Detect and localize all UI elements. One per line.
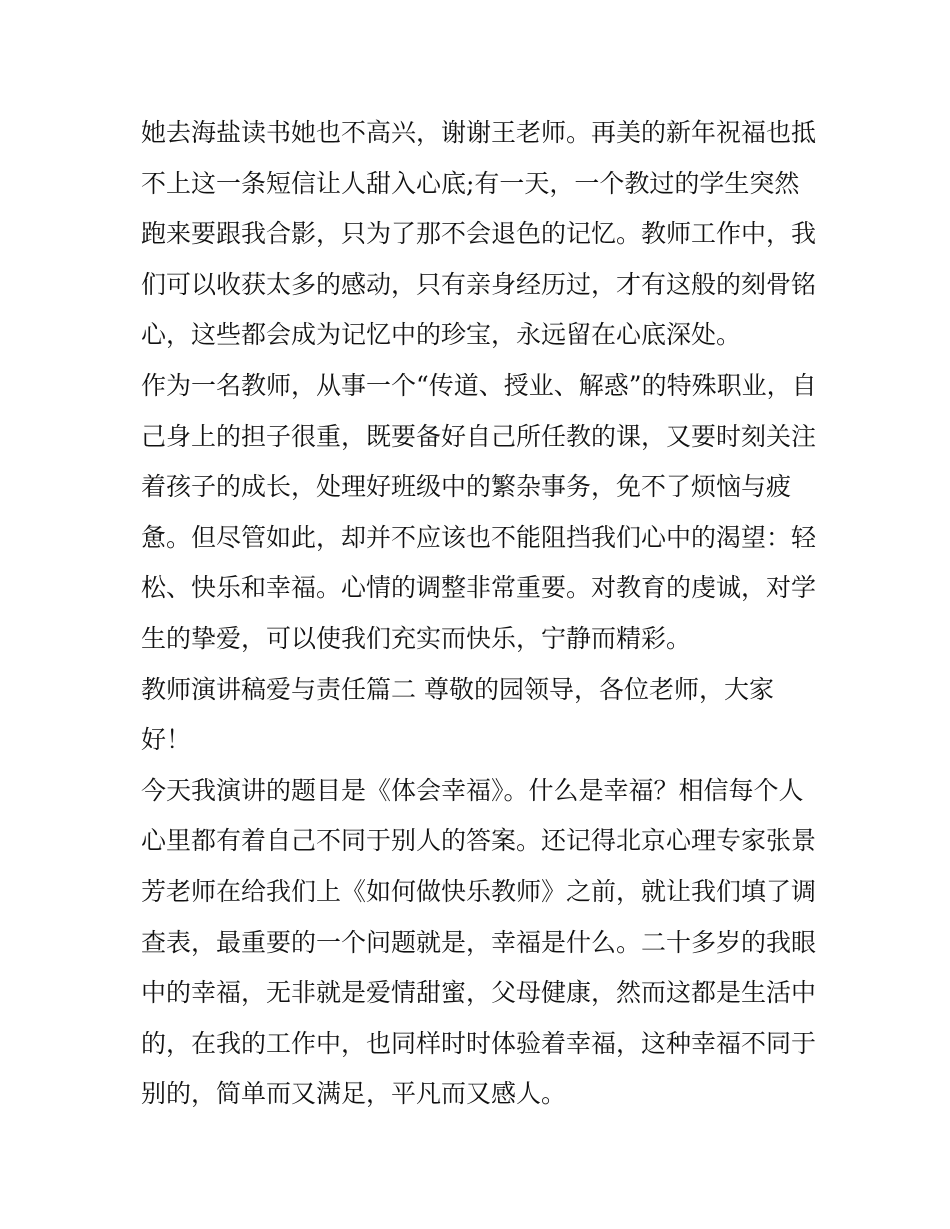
text-line: 不上这一条短信让人甜入心底;有一天，一个教过的学生突然 xyxy=(141,168,800,198)
text-line: 生的挚爱，可以使我们充实而快乐，宁静而精彩。 xyxy=(141,623,692,653)
section-heading-line: 教师演讲稿爱与责任篇二 尊敬的园领导，各位老师，大家 xyxy=(141,674,774,704)
text-line: 她去海盐读书她也不高兴，谢谢王老师。再美的新年祝福也抵 xyxy=(141,118,817,147)
text-line: 别的，简单而又满足，平凡而又感人。 xyxy=(141,1079,567,1109)
text-line: 心，这些都会成为记忆中的珍宝，永远留在心底深处。 xyxy=(141,320,742,350)
text-line: 跑来要跟我合影，只为了那不会退色的记忆。教师工作中，我 xyxy=(141,219,817,249)
text-line: 们可以收获太多的感动，只有亲身经历过，才有这般的刻骨铭 xyxy=(141,269,817,299)
text-line: 今天我演讲的题目是《体会幸福》。什么是幸福？相信每个人 xyxy=(141,775,804,805)
text-line: 的，在我的工作中，也同样时时体验着幸福，这种幸福不同于 xyxy=(141,1028,817,1058)
text-line: 好！ xyxy=(141,725,192,755)
text-line: 中的幸福，无非就是爱情甜蜜，父母健康，然而这都是生活中 xyxy=(141,978,817,1008)
text-line: 查表，最重要的一个问题就是，幸福是什么。二十多岁的我眼 xyxy=(141,927,817,957)
text-line: 心里都有着自己不同于别人的答案。还记得北京心理专家张景 xyxy=(141,826,817,856)
text-line: 作为一名教师，从事一个“传道、授业、解惑”的特殊职业，自 xyxy=(141,370,817,400)
body-text xyxy=(141,108,821,1120)
text-line: 着孩子的成长，处理好班级中的繁杂事务，免不了烦恼与疲 xyxy=(141,472,792,502)
text-line: 己身上的担子很重，既要备好自己所任教的课，又要时刻关注 xyxy=(141,421,817,451)
text-line: 惫。但尽管如此，却并不应该也不能阻挡我们心中的渴望：轻 xyxy=(141,522,817,552)
text-line: 松、快乐和幸福。心情的调整非常重要。对教育的虔诚，对学 xyxy=(141,573,817,603)
text-line: 芳老师在给我们上《如何做快乐教师》之前，就让我们填了调 xyxy=(141,876,817,906)
